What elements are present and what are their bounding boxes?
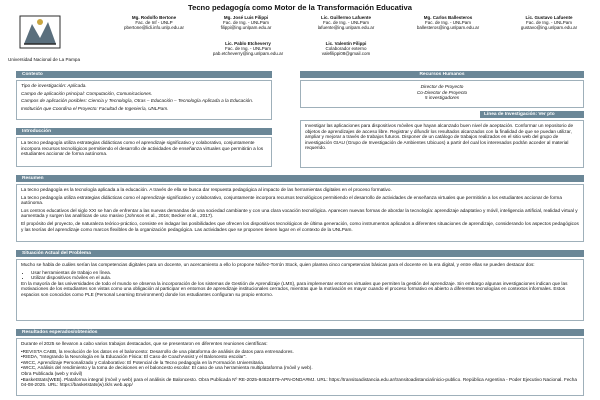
introduccion-box [16,137,272,167]
author-affiliation: Fac. de Ing. - UNLPam [222,20,270,26]
author-affiliation: Fac. de Inf - UNLP [135,20,173,26]
author-card [200,15,292,31]
author-name: Mg. José Luis Filippi [223,15,269,20]
contexto-line: Campos de aplicación posibles: Ciencia y Tecnología, Otras – Educación – Tecnología Aplicada a la Educación. [21,98,254,104]
resultados-box [16,338,584,396]
author-email: filippi@ing.unlpam.edu.ar [220,25,272,31]
list-item: •RIEDA, "Integrando la Neurología en la Educación Física: El Caso de CoachAssist y el Baloncesto escolar". [21,354,247,360]
list-item: • Usar herramientas de trabajo en línea. [31,270,579,276]
lineas-text: Investigar las aplicaciones para dispositivos móviles que hayan alcanzado buen nivel de aceptación. Conformar un repositorio de objetos de aprendizajes de acceso libre. Registrar y difundir los resultados alcanzados con la finalidad de que se puedan utilizar, ampliar y mejorar a través de trabajos futuros. Disponer de un catálogo de trabajos realizados en el sitio web del grupo de investigación GIAU (Grupo de Investigación de Ambientes Ubicuos) a partir del cual los interesados podrán acceder al material requerido. [305,123,574,151]
authors-block [108,15,596,63]
author-email: pbertone@lidi.info.unlp.edu.ar [123,25,185,31]
resumen-paragraph: El propósito del proyecto, de naturaleza teórico-práctico, consiste en indagar las posibilidades que ofrecen los dispositivos tecnológicos de última generación, como instrumentos aplicados a diferentes situaciones de aprendizaje, considerando los aspectos pedagógicos y las teorías del aprendizaje como marcos flexibles de la organización pedagógica. Las actividades que se proponen tienen lugar en el contexto de la UNLPam. [21,220,579,232]
author-name: Lic. Guillermo Lafuente [320,15,371,20]
author-affiliation: Fac. de Ing. - UNLPam [525,20,573,26]
poster-title: Tecno pedagogía como Motor de la Transformación Educativa [188,3,412,12]
author-email: gustavo@ing.unlpam.edu.ar [520,25,578,31]
list-item: •WICC, Análisis del rendimiento y la toma de decisiones en el baloncesto escolar: El caso de una herramienta multiplataforma (móvil y web). [21,365,313,371]
author-affiliation: Fac. de Ing. - UNLPam [322,20,370,26]
contexto-box [16,80,272,120]
recursos-line: 5 investigadores [424,95,460,101]
university-name: Universidad Nacional de La Pampa [8,57,81,62]
list-item: •BasketStats(WEB). Plataforma integral (móvil y web) para el análisis de Baloncesto. Obra Publicada Nº RE-2025-84624879-APN-DNDA#MJ. URL: https://transitoadistancia.edu.ar/transitoadistancia/inicio-publico. República Argentina - Poder Ejecutivo Nacional. Fecha 04-08-2025. URL: https://basketstats(w).tk/s web.app/ [21,376,577,388]
list-item: •REVISTA CABB, la revolución de los datos en el baloncesto: Desarrollo de una plataforma de análisis de datos para entrenadores. [21,348,294,354]
author-name: Lic. Gustavo Lafuente [525,15,573,20]
recursos-line: Director de Proyecto [420,84,464,89]
author-email: lafuente@ing.unlpam.edu.ar [317,25,375,31]
author-name: Mg. Carlos Ballesteros [423,15,473,20]
resultados-intro: Durante el 2025 se llevaron a cabo varios trabajos destacados, que se presentaron en diferentes reuniones científicas: [21,341,268,346]
author-email: pab.etcheverry@ing.unlpam.edu.ar [212,51,284,57]
author-email: valefilippi08@gmail.com [321,51,371,57]
introduccion-text: La tecno pedagogía utiliza estrategias didácticas como el aprendizaje significativo y colaborativo, conjuntamente incorpora recursos tecnológicos permitiendo el desarrollo de actividades de enseñanza virtuales que permitirán a los estudiantes accionar de forma autónoma. [21,140,264,157]
situacion-closing: En la mayoría de las universidades de todo el mundo se observa la incorporación de los sistemas de Gestión de Aprendizaje (LMS), para implementar entornos virtuales que permiten la gestión del aprendizaje. Sin embargo algunas investigaciones indican que las motivaciones de los estudiantes son vistas como una obligación al participar en entornos de aprendizaje institucionales cerrados, mientras que la motivación es mayor cuando el proceso formativo es abierto a diferentes tecnologías en contextos informales. Estos espacios son conocidos como PLE (Personal Learning Environment) donde los estudiantes configuran su propio entorno. [21,280,568,297]
university-emblem-icon [18,14,62,50]
author-card [108,15,200,31]
author-card [298,15,394,31]
author-card [398,15,498,31]
section-header-contexto: Contexto [16,71,272,78]
contexto-line: Tipo de investigación: Aplicada. [21,83,87,88]
section-header-situacion: Situación Actual del Problema [16,250,584,257]
author-email: ballesteros@ing.unlpam.edu.ar [416,25,480,31]
list-item: • Utilizar dispositivos móviles en el aula. [31,275,579,281]
author-affiliation: Fac. de Ing. - UNLPam [224,46,272,52]
lineas-box [300,120,584,168]
contexto-line: Institución que Coordina el Proyecto: Facultad de Ingeniería, UNLPam. [21,105,169,111]
author-name: Mg. Rodolfo Bertone [131,15,177,20]
situacion-bullets [21,270,579,281]
contexto-line: Campo de aplicación principal: Computación, Comunicaciones. [21,90,153,96]
author-name: Lic. Pablo Etcheverry [225,41,271,46]
section-header-resultados: Resultados esperados/obtenidos [16,329,584,336]
author-card [200,41,296,57]
section-header-resumen: Resumen [16,175,584,182]
recursos-line: Co-Director de Proyecto [416,89,468,95]
section-header-introduccion: Introducción [16,128,272,135]
list-item: •WICC, Aprendizaje Personalizado y Colaborativo: El Potencial de la Tecno pedagogía en la Formación Universitaria. [21,359,265,365]
author-card [298,41,394,57]
situacion-paragraph: Mucho se habla de cuáles serían las competencias digitales para un docente, un acercamiento a ello lo propone Núñez-Torrón Stock, quien plantea cinco competencias básicas para el docente en la era digital, y entre ellas se pueden destacar dos: [21,262,535,267]
situacion-box [16,259,584,321]
author-affiliation: Fac. de Ing. - UNLPam [424,20,472,26]
author-card [502,15,596,31]
university-logo [8,14,98,62]
author-affiliation: Colaborador externo [325,46,367,52]
resumen-paragraph: Los centros educativos del siglo XXI se han de enfrentar a las nuevas demandas de una sociedad cambiante y con una clara vocación tecnológica. Aparecen nuevas formas de abordar la tecnología: aprendizaje adaptativo y móvil, inteligencia artificial, realidad virtual y aumentada y surgen las analíticas de uso masivo (Johnson et al., 2016; Becker et al., 2017). [21,207,578,219]
resumen-paragraph: La tecno pedagogía utiliza estrategias didácticas como el aprendizaje significativo y colaborativo, conjuntamente incorpora recursos tecnológicos permitiendo el desarrollo de actividades de enseñanza virtuales que permitirán a los estudiantes accionar de forma autónoma. [21,194,562,206]
resumen-paragraph: La tecno pedagogía es la tecnología aplicada a la educación. A través de ella se busca dar respuesta pedagógica al impacto de las herramientas digitales en el proceso formativo. [21,187,392,192]
resumen-box [16,184,584,242]
section-header-recursos: Recursos Humanos [300,71,584,78]
pubs-label: Obra Publicada (web y móvil) [21,370,83,376]
section-header-lineas: Línea de Investigación: Ver pto [480,111,584,118]
author-name: Lic. Valentín Filippi [325,41,367,46]
recursos-box [300,80,584,108]
